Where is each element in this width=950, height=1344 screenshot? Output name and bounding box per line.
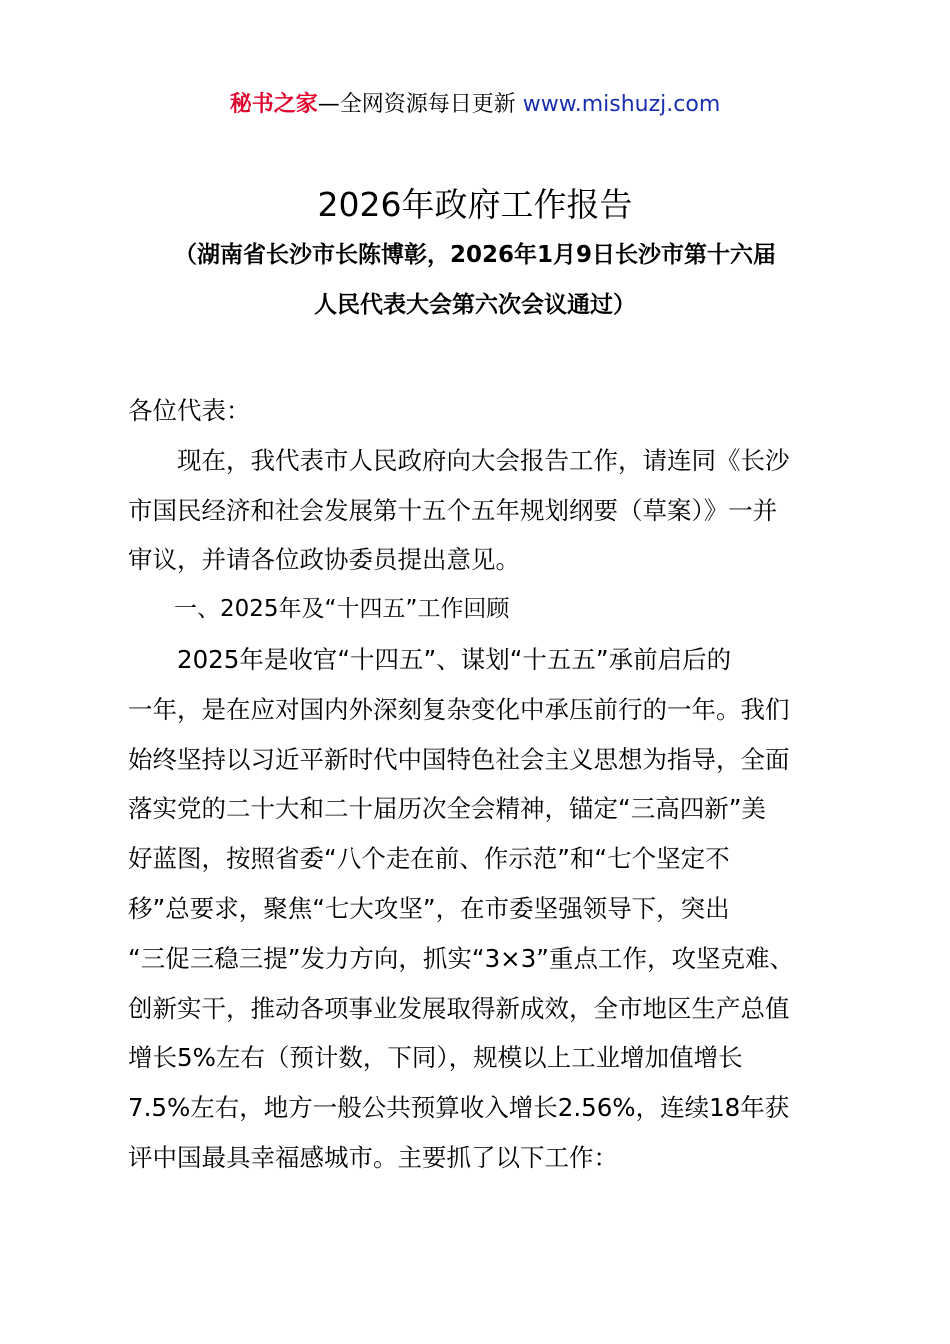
site-url-link[interactable]: www.mishuzj.com [515,92,721,117]
body-line: 增长5%左右（预计数，下同），规模以上工业增加值增长 [128,1043,743,1073]
report-body [128,386,838,1183]
body-line: 市国民经济和社会发展第十五个五年规划纲要（草案）》一并 [128,495,778,525]
body-line: 评中国最具幸福感城市。主要抓了以下工作： [128,1142,618,1172]
body-line: 移”总要求，聚焦“七大攻坚”，在市委坚强领导下，突出 [128,893,730,923]
document-title: 2026年政府工作报告 [317,185,633,224]
salutation: 各位代表： [128,396,251,425]
body-line: 落实党的二十大和二十届历次全会精神，锚定“三高四新”美 [128,794,766,824]
body-line: 始终坚持以习近平新时代中国特色社会主义思想为指导，全面 [128,744,790,774]
body-line: 创新实干，推动各项事业发展取得新成效，全市地区生产总值 [128,993,790,1023]
body-line: 2025年是收官“十四五”、谋划“十五五”承前启后的 [128,644,732,674]
body-line: 好蓝图，按照省委“八个走在前、作示范”和“七个坚定不 [128,844,730,874]
body-line: 审议，并请各位政协委员提出意见。 [128,545,520,575]
section-heading: 一、2025年及“十四五”工作回顾 [128,596,510,623]
body-line: “三促三稳三提”发力方向，抓实“3×3”重点工作，攻坚克难、 [128,943,794,973]
document-subtitle-line-2: 人民代表大会第六次会议通过） [314,292,636,318]
body-line: 一年，是在应对国内外深刻复杂变化中承压前行的一年。我们 [128,694,790,724]
site-banner [0,88,950,122]
banner-tagline: —全网资源每日更新 [317,92,516,117]
document-subtitle-line-1: （湖南省长沙市长陈博彰，2026年1月9日长沙市第十六届 [173,242,777,268]
body-line: 现在，我代表市人民政府向大会报告工作，请连同《长沙 [128,445,790,475]
brand-name: 秘书之家 [229,92,318,117]
body-line: 7.5%左右，地方一般公共预算收入增长2.56%，连续18年获 [128,1093,790,1123]
